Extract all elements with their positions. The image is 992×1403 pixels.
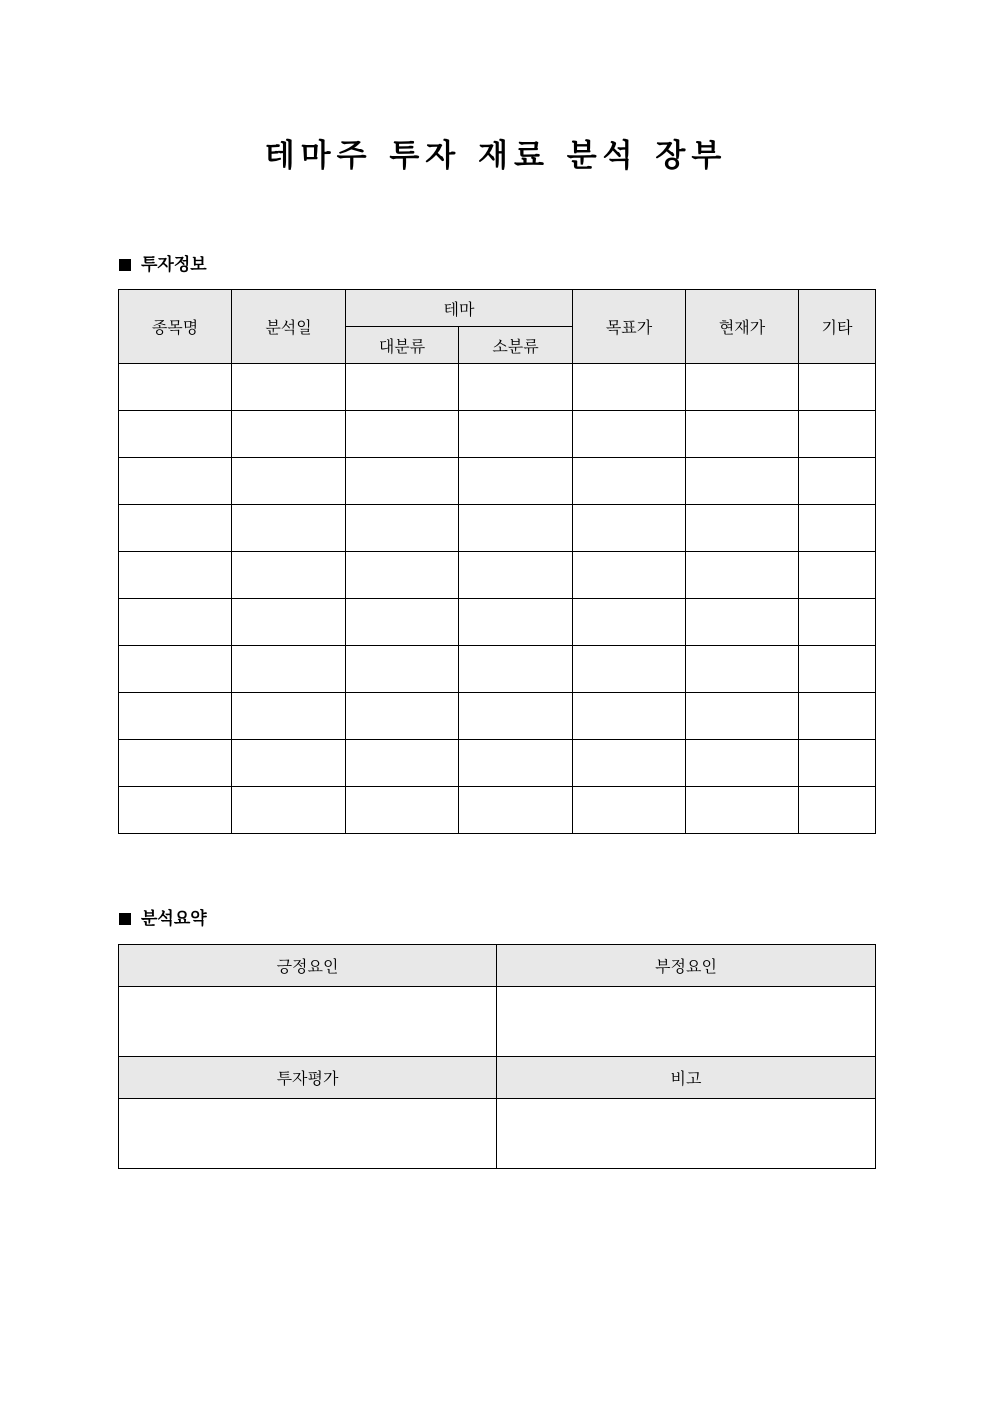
stock-name-cell[interactable]	[119, 552, 232, 599]
theme-minor-cell[interactable]	[459, 458, 573, 505]
column-header-stock-name: 종목명	[119, 290, 232, 364]
table-row	[119, 364, 876, 411]
section-heading-analysis-summary	[119, 908, 207, 930]
other-cell[interactable]	[799, 646, 876, 693]
target-price-cell[interactable]	[573, 364, 686, 411]
column-header-other: 기타	[799, 290, 876, 364]
theme-major-cell[interactable]	[346, 740, 459, 787]
current-price-cell[interactable]	[686, 552, 799, 599]
header-positive-factors: 긍정요인	[119, 945, 497, 987]
current-price-cell[interactable]	[686, 505, 799, 552]
theme-major-cell[interactable]	[346, 505, 459, 552]
stock-name-cell[interactable]	[119, 646, 232, 693]
theme-major-cell[interactable]	[346, 458, 459, 505]
current-price-cell[interactable]	[686, 364, 799, 411]
theme-minor-cell[interactable]	[459, 646, 573, 693]
document-title: 테마주 투자 재료 분석 장부	[264, 138, 728, 174]
stock-name-cell[interactable]	[119, 364, 232, 411]
column-header-analysis-date: 분석일	[232, 290, 346, 364]
theme-minor-cell[interactable]	[459, 364, 573, 411]
stock-name-cell[interactable]	[119, 458, 232, 505]
analysis-date-cell[interactable]	[232, 364, 346, 411]
other-cell[interactable]	[799, 505, 876, 552]
analysis-date-cell[interactable]	[232, 505, 346, 552]
theme-minor-cell[interactable]	[459, 552, 573, 599]
theme-minor-cell[interactable]	[459, 599, 573, 646]
current-price-cell[interactable]	[686, 599, 799, 646]
other-cell[interactable]	[799, 693, 876, 740]
target-price-cell[interactable]	[573, 552, 686, 599]
investment-info-table	[118, 289, 876, 834]
stock-name-cell[interactable]	[119, 787, 232, 834]
negative-factors-field[interactable]	[497, 987, 876, 1057]
theme-major-cell[interactable]	[346, 693, 459, 740]
other-cell[interactable]	[799, 599, 876, 646]
investment-info-rows	[119, 364, 876, 834]
current-price-cell[interactable]	[686, 740, 799, 787]
theme-minor-cell[interactable]	[459, 693, 573, 740]
column-header-target-price: 목표가	[573, 290, 686, 364]
table-row	[119, 646, 876, 693]
column-header-theme: 테마	[346, 290, 573, 327]
analysis-date-cell[interactable]	[232, 787, 346, 834]
theme-major-cell[interactable]	[346, 646, 459, 693]
analysis-date-cell[interactable]	[232, 552, 346, 599]
analysis-date-cell[interactable]	[232, 411, 346, 458]
target-price-cell[interactable]	[573, 787, 686, 834]
table-row	[119, 599, 876, 646]
table-row	[119, 787, 876, 834]
stock-name-cell[interactable]	[119, 693, 232, 740]
target-price-cell[interactable]	[573, 693, 686, 740]
target-price-cell[interactable]	[573, 646, 686, 693]
target-price-cell[interactable]	[573, 599, 686, 646]
section-heading-label: 분석요약	[141, 909, 207, 929]
theme-minor-cell[interactable]	[459, 505, 573, 552]
analysis-date-cell[interactable]	[232, 599, 346, 646]
analysis-date-cell[interactable]	[232, 458, 346, 505]
header-remarks: 비고	[497, 1057, 876, 1099]
stock-name-cell[interactable]	[119, 599, 232, 646]
analysis-summary-table	[118, 944, 876, 1169]
stock-name-cell[interactable]	[119, 411, 232, 458]
analysis-date-cell[interactable]	[232, 740, 346, 787]
theme-minor-cell[interactable]	[459, 740, 573, 787]
column-header-theme-major: 대분류	[346, 327, 459, 364]
theme-minor-cell[interactable]	[459, 787, 573, 834]
analysis-date-cell[interactable]	[232, 693, 346, 740]
section-heading-label: 투자정보	[141, 255, 207, 275]
other-cell[interactable]	[799, 787, 876, 834]
theme-major-cell[interactable]	[346, 411, 459, 458]
table-row	[119, 552, 876, 599]
other-cell[interactable]	[799, 364, 876, 411]
theme-major-cell[interactable]	[346, 787, 459, 834]
header-investment-evaluation: 투자평가	[119, 1057, 497, 1099]
square-bullet-icon	[119, 913, 131, 925]
table-row	[119, 693, 876, 740]
theme-major-cell[interactable]	[346, 552, 459, 599]
current-price-cell[interactable]	[686, 787, 799, 834]
header-negative-factors: 부정요인	[497, 945, 876, 987]
target-price-cell[interactable]	[573, 458, 686, 505]
target-price-cell[interactable]	[573, 740, 686, 787]
target-price-cell[interactable]	[573, 505, 686, 552]
current-price-cell[interactable]	[686, 646, 799, 693]
other-cell[interactable]	[799, 411, 876, 458]
current-price-cell[interactable]	[686, 458, 799, 505]
table-row	[119, 505, 876, 552]
other-cell[interactable]	[799, 458, 876, 505]
table-row	[119, 458, 876, 505]
column-header-current-price: 현재가	[686, 290, 799, 364]
stock-name-cell[interactable]	[119, 740, 232, 787]
other-cell[interactable]	[799, 740, 876, 787]
positive-factors-field[interactable]	[119, 987, 497, 1057]
analysis-date-cell[interactable]	[232, 646, 346, 693]
section-heading-investment-info	[119, 254, 207, 276]
table-row	[119, 411, 876, 458]
other-cell[interactable]	[799, 552, 876, 599]
square-bullet-icon	[119, 259, 131, 271]
stock-name-cell[interactable]	[119, 505, 232, 552]
theme-minor-cell[interactable]	[459, 411, 573, 458]
current-price-cell[interactable]	[686, 693, 799, 740]
current-price-cell[interactable]	[686, 411, 799, 458]
theme-major-cell[interactable]	[346, 599, 459, 646]
remarks-field[interactable]	[497, 1099, 876, 1169]
theme-major-cell[interactable]	[346, 364, 459, 411]
target-price-cell[interactable]	[573, 411, 686, 458]
column-header-theme-minor: 소분류	[459, 327, 573, 364]
investment-evaluation-field[interactable]	[119, 1099, 497, 1169]
table-row	[119, 740, 876, 787]
